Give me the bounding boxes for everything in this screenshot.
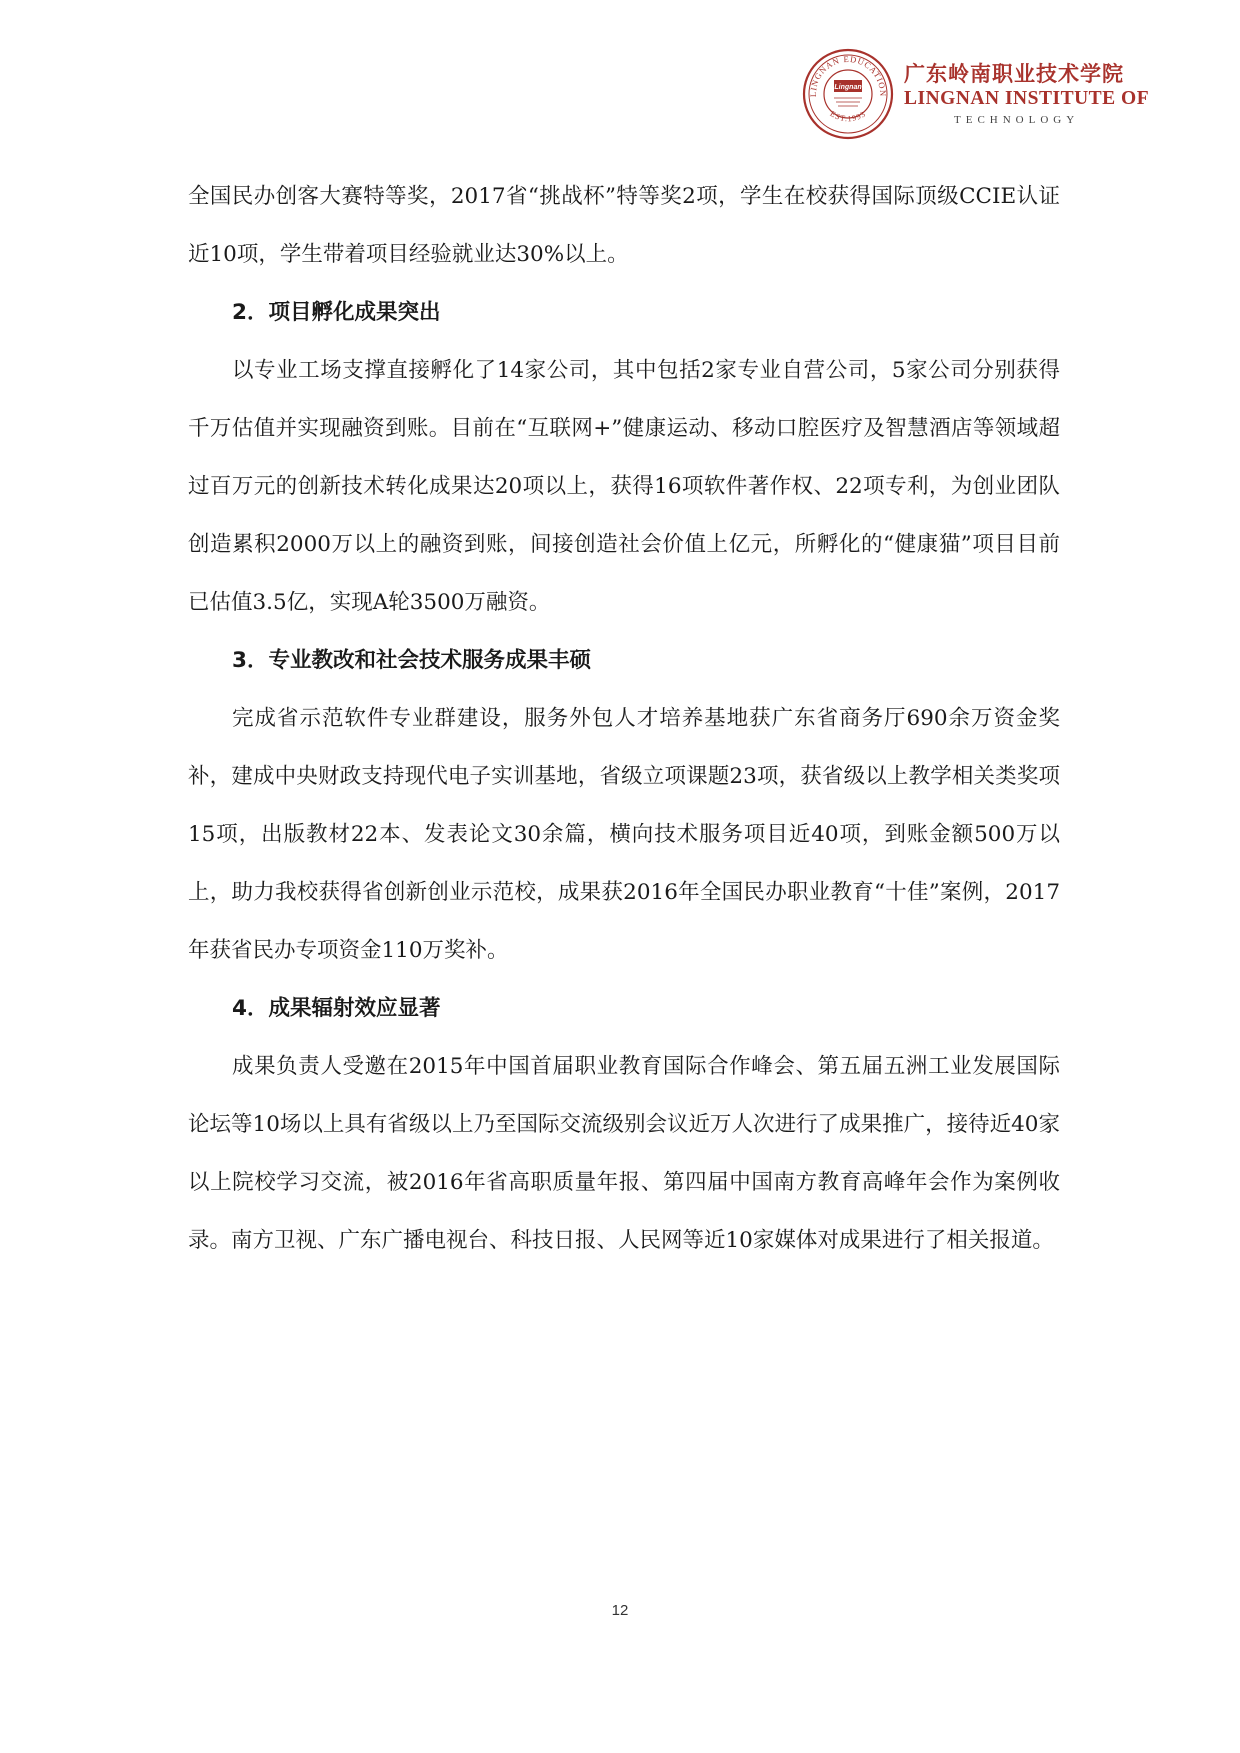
section-heading-4: 4．成果辐射效应显著 [232, 996, 441, 1021]
seal-est-text: EST.1993 [828, 109, 868, 124]
school-seal-icon [802, 48, 894, 140]
document-body [188, 168, 1060, 1270]
section-heading-3: 3．专业教改和社会技术服务成果丰硕 [232, 648, 591, 673]
institution-logo [802, 48, 1150, 144]
section-paragraph-3: 完成省示范软件专业群建设，服务外包人才培养基地获广东省商务厅690余万资金奖补，建成中央财政支持现代电子实训基地，省级立项课题23项，获省级以上教学相关类奖项15项，出版教材22本、发表论文30余篇，横向技术服务项目近40项，到账金额500万以上，助力我校获得省创新创业示范校，成果获2016年全国民办职业教育“十佳”案例，2017年获省民办专项资金110万奖补。 [188, 706, 1060, 963]
section-heading-2: 2．项目孵化成果突出 [232, 300, 441, 325]
section-paragraph-2: 以专业工场支撑直接孵化了14家公司，其中包括2家专业自营公司，5家公司分别获得千万估值并实现融资到账。目前在“互联网+”健康运动、移动口腔医疗及智慧酒店等领域超过百万元的创新技术转化成果达20项以上，获得16项软件著作权、22项专利，为创业团队创造累积2000万以上的融资到账，间接创造社会价值上亿元，所孵化的“健康猫”项目目前已估值3.5亿，实现A轮3500万融资。 [188, 358, 1060, 615]
institution-name-en-sub: TECHNOLOGY [954, 114, 1080, 126]
section-paragraph-4: 成果负责人受邀在2015年中国首届职业教育国际合作峰会、第五届五洲工业发展国际论坛等10场以上具有省级以上乃至国际交流级别会议近万人次进行了成果推广，接待近40家以上院校学习交流，被2016年省高职质量年报、第四届中国南方教育高峰年会作为案例收录。南方卫视、广东广播电视台、科技日报、人民网等近10家媒体对成果进行了相关报道。 [188, 1054, 1060, 1253]
institution-name-cn: 广东岭南职业技术学院 [904, 62, 1124, 86]
page-number: 12 [611, 1602, 629, 1619]
seal-inner-text: Lingnan [834, 84, 862, 91]
seal-ring-text: LINGNAN EDUCATION [807, 53, 889, 98]
svg-text:EST.1993 [828, 109, 867, 123]
intro-paragraph: 全国民办创客大赛特等奖，2017省“挑战杯”特等奖2项，学生在校获得国际顶级CCIE认证近10项，学生带着项目经验就业达30%以上。 [188, 184, 1060, 267]
institution-name-en: LINGNAN INSTITUTE OF [904, 88, 1150, 109]
